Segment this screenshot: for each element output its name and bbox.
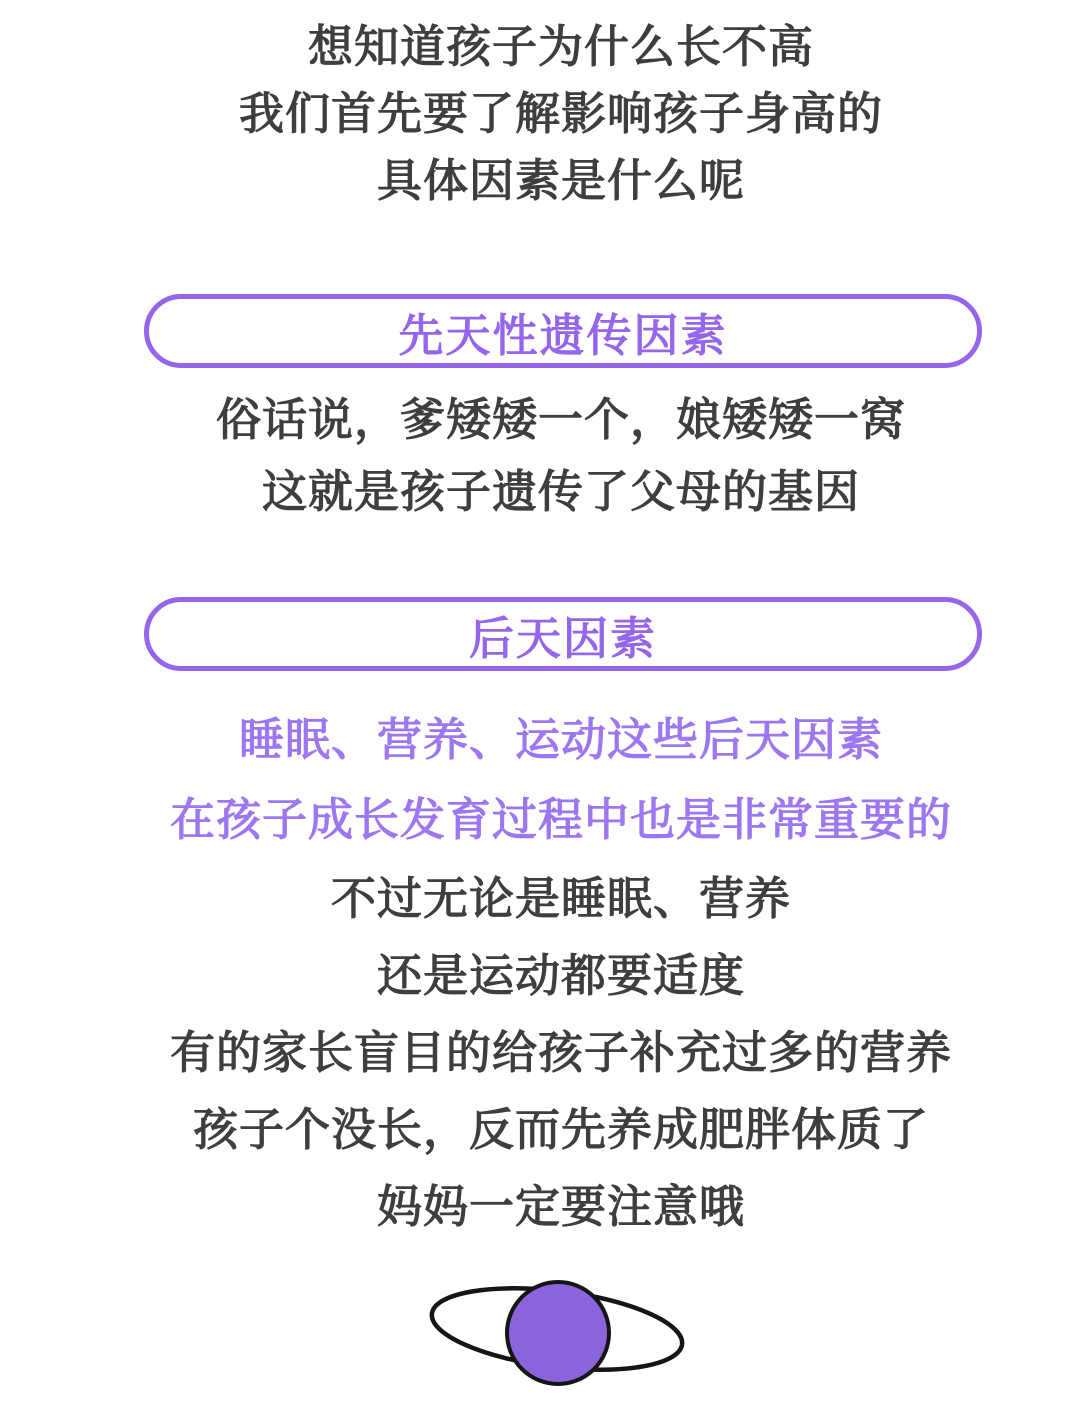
intro-paragraph: [42, 13, 1080, 214]
planet-body: [507, 1282, 609, 1384]
section-heading-label: 先天性遗传因素: [398, 309, 728, 361]
paragraph-line: 有的家长盲目的给孩子补充过多的营养: [169, 1027, 952, 1078]
paragraph-line: 这就是孩子遗传了父母的基因: [261, 466, 860, 517]
paragraph-line: 还是运动都要适度: [376, 950, 745, 1001]
highlight-line: 睡眠、营养、运动这些后天因素: [238, 714, 883, 765]
acquired-factors-paragraph: [42, 860, 1080, 1245]
paragraph-line: 俗话说，爹矮矮一个，娘矮矮一窝: [215, 394, 906, 445]
section-heading-acquired-factors: [144, 597, 982, 671]
paragraph-line: 不过无论是睡眠、营养: [330, 873, 791, 924]
section-heading-genetic-factors: [144, 294, 982, 368]
intro-line: 想知道孩子为什么长不高: [307, 21, 814, 72]
section-heading-label: 后天因素: [468, 612, 657, 664]
paragraph-line: 妈妈一定要注意哦: [376, 1181, 745, 1232]
saturn-planet-icon: [407, 1248, 707, 1417]
paragraph-line: 孩子个没长，反而先养成肥胖体质了: [192, 1104, 929, 1155]
intro-line: 我们首先要了解影响孩子身高的: [238, 88, 883, 139]
intro-line: 具体因素是什么呢: [376, 155, 745, 206]
genetic-factors-paragraph: [42, 384, 1080, 528]
acquired-factors-highlight-paragraph: [42, 700, 1080, 860]
highlight-line: 在孩子成长发育过程中也是非常重要的: [169, 794, 952, 845]
